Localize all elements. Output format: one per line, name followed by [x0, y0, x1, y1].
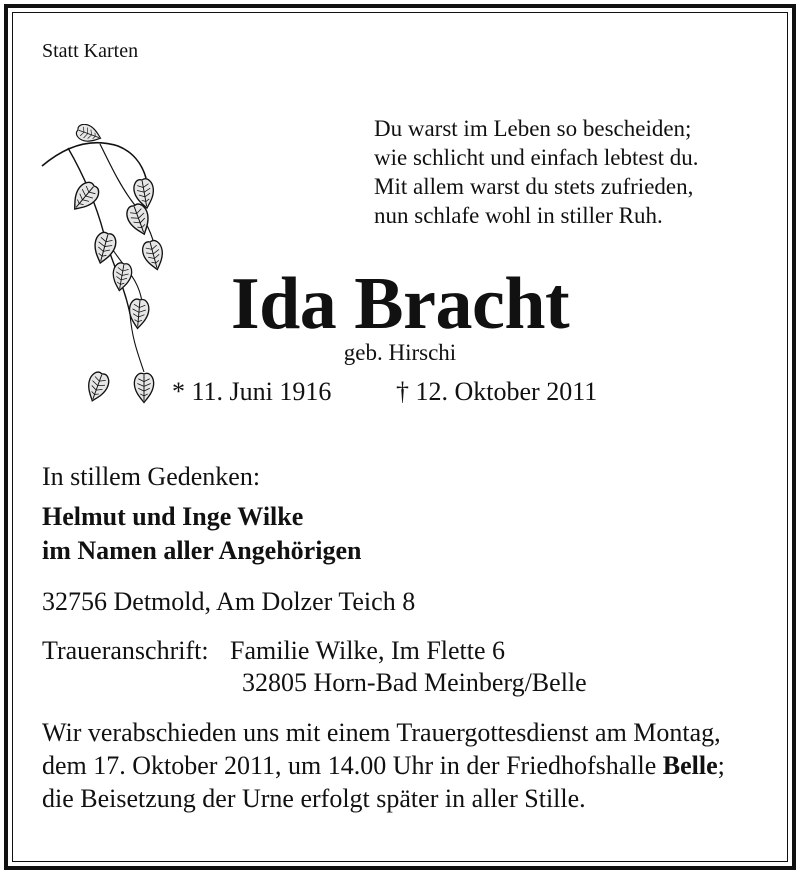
remembrance-intro: In stillem Gedenken:	[42, 462, 261, 491]
statt-karten-label: Statt Karten	[42, 40, 139, 62]
death-date: † 12. Oktober 2011	[396, 377, 598, 406]
mourning-address-label: Traueranschrift:	[42, 636, 209, 665]
poem-line: Mit allem warst du stets zufrieden,	[374, 174, 694, 199]
service-text-after: ; die Beisetzung der Urne erfolgt später in aller Stille.	[42, 751, 725, 813]
mourner-address: 32756 Detmold, Am Dolzer Teich 8	[42, 587, 416, 616]
service-announcement	[42, 716, 762, 815]
mourning-address-line1: Familie Wilke, Im Flette 6	[230, 636, 506, 665]
maiden-name: geb. Hirschi	[343, 340, 457, 365]
deceased-name: Ida Bracht	[230, 263, 570, 345]
poem	[374, 114, 698, 230]
mourning-address-line2: 32805 Horn-Bad Meinberg/Belle	[242, 668, 587, 697]
service-place: Belle	[662, 751, 718, 780]
mourner-relatives: im Namen aller Angehörigen	[42, 536, 362, 565]
poem-line: Du warst im Leben so bescheiden;	[374, 116, 692, 141]
birth-date: * 11. Juni 1916	[172, 377, 332, 406]
service-text-before: Wir verabschieden uns mit einem Trauergottesdienst am Montag, dem 17. Oktober 2011, um 14.00 Uhr in der Friedhofshalle	[42, 718, 721, 780]
poem-line: nun schlafe wohl in stiller Ruh.	[374, 203, 663, 228]
mourner-names: Helmut und Inge Wilke	[42, 502, 304, 531]
poem-line: wie schlicht und einfach lebtest du.	[374, 145, 699, 170]
